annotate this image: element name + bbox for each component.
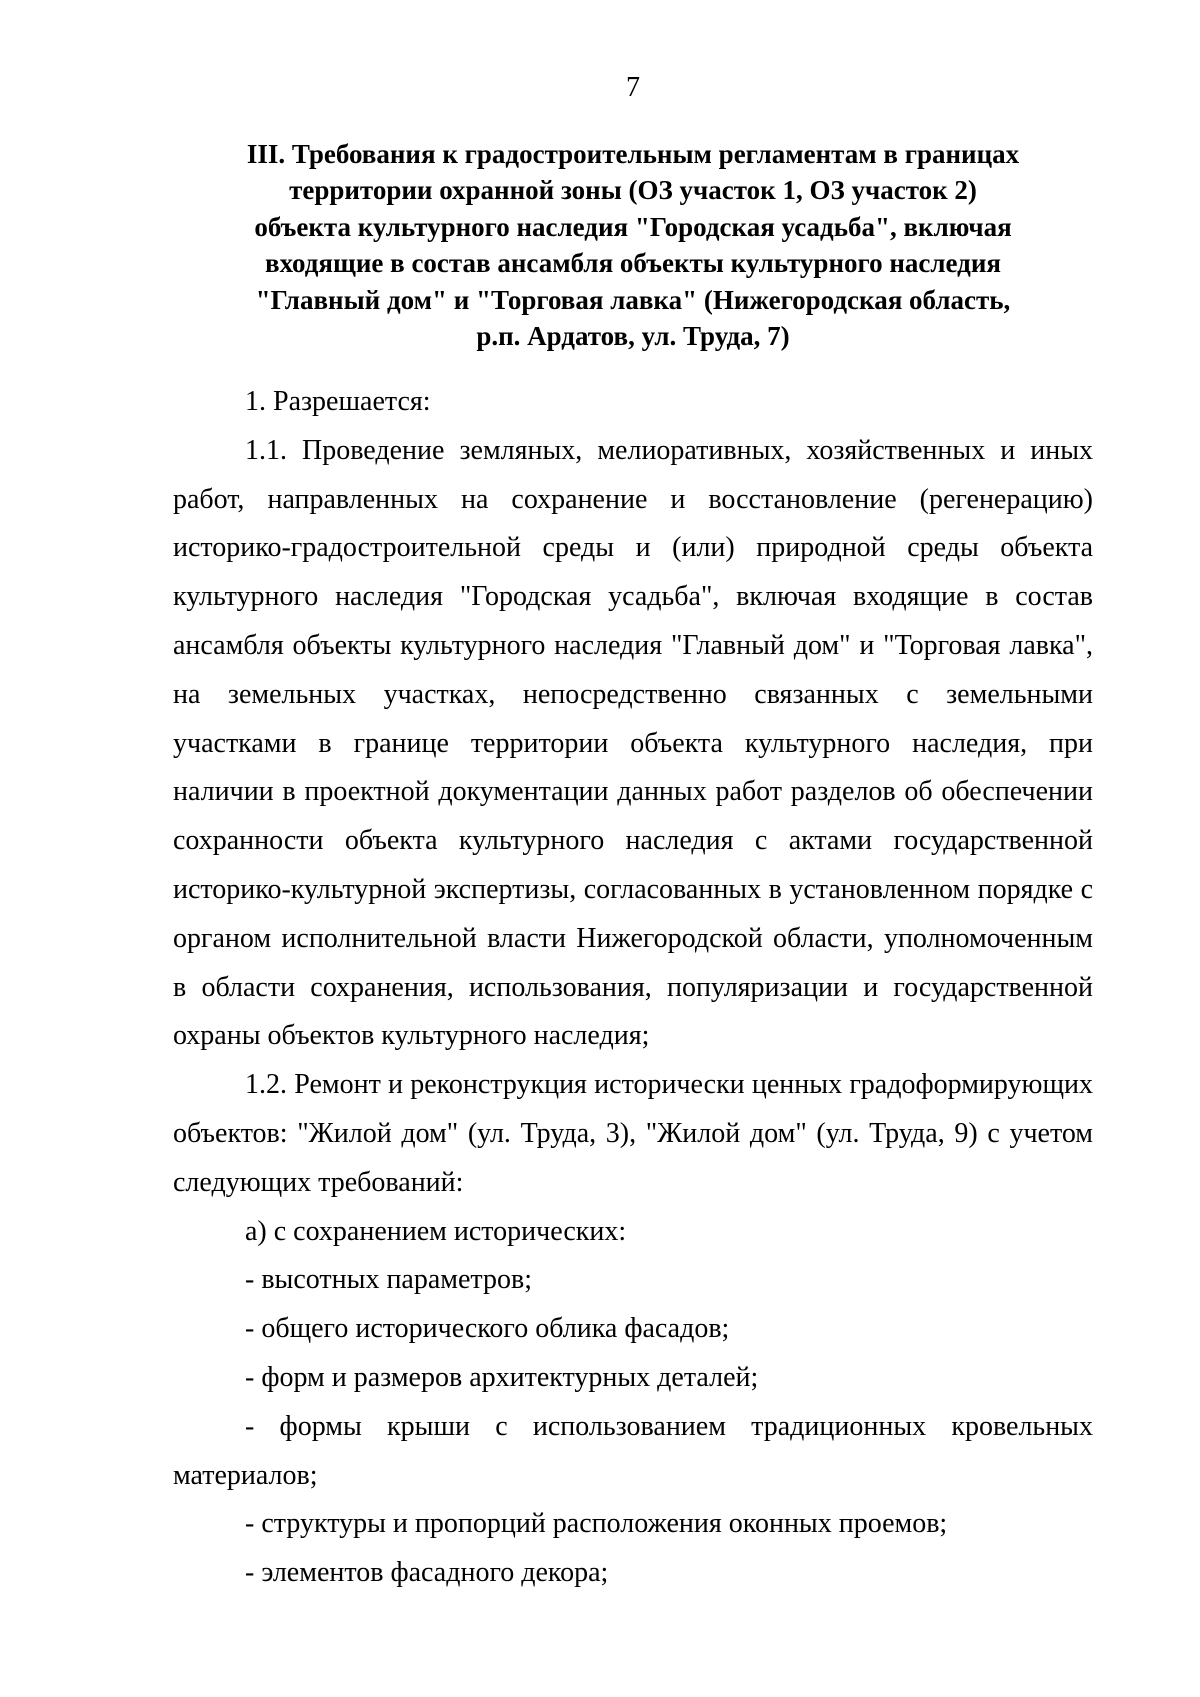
heading-line: входящие в состав ансамбля объекты культурного наследия [264, 248, 1001, 279]
list-item-height: - высотных параметров; [245, 1264, 533, 1296]
heading-line: р.п. Ардатов, ул. Труда, 7) [476, 321, 790, 352]
paragraph-permitted: 1. Разрешается: [245, 386, 431, 417]
paragraph-1-2: 1.2. Ремонт и реконструкция исторически ценных градоформирующих объектов: "Жилой дом" (ул. Труда, 3), "Жилой дом" (ул. Труда, 9) с учетом следующих требований: [173, 1069, 1093, 1198]
list-item-facade: - общего исторического облика фасадов; [245, 1313, 730, 1345]
heading-line: "Главный дом" и "Торговая лавка" (Нижегородская область, [255, 284, 1011, 315]
list-item-roof: - формы крыши с использованием традиционных кровельных материалов; [173, 1410, 1093, 1491]
document-body [173, 378, 1093, 1598]
list-item-windows: - структуры и пропорций расположения оконных проемов; [245, 1508, 948, 1540]
paragraph-subitem-a: а) с сохранением исторических: [245, 1215, 627, 1247]
list-item-decor: - элементов фасадного декора; [245, 1557, 609, 1589]
paragraph-1-1: 1.1. Проведение земляных, мелиоративных, хозяйственных и иных работ, направленных на сохранение и восстановление (регенерацию) историко-градостроительной среды и (или) природной среды объекта культурного наследия "Городская усадьба", включая входящие в состав ансамбля объекты культурного наследия "Главный дом" и "Торговая лавка", на земельных участках, непосредственно связанных с земельными участками в границе территории объекта культурного наследия, при наличии в проектной документации данных работ разделов об обеспечении сохранности объекта культурного наследия с актами государственной историко-культурной экспертизы, согласованных в установленном порядке с органом исполнительной власти Нижегородской области, уполномоченным в области сохранения, использования, популяризации и государственной охраны объектов культурного наследия; [173, 434, 1093, 1052]
heading-line: территории охранной зоны (ОЗ участок 1, ОЗ участок 2) [289, 175, 977, 206]
section-heading [173, 136, 1093, 354]
heading-line: III. Требования к градостроительным регламентам в границах [246, 139, 1020, 169]
page-number: 7 [626, 72, 640, 103]
list-item-details: - форм и размеров архитектурных деталей; [245, 1361, 759, 1393]
heading-line: объекта культурного наследия "Городская усадьба", включая [254, 211, 1012, 242]
